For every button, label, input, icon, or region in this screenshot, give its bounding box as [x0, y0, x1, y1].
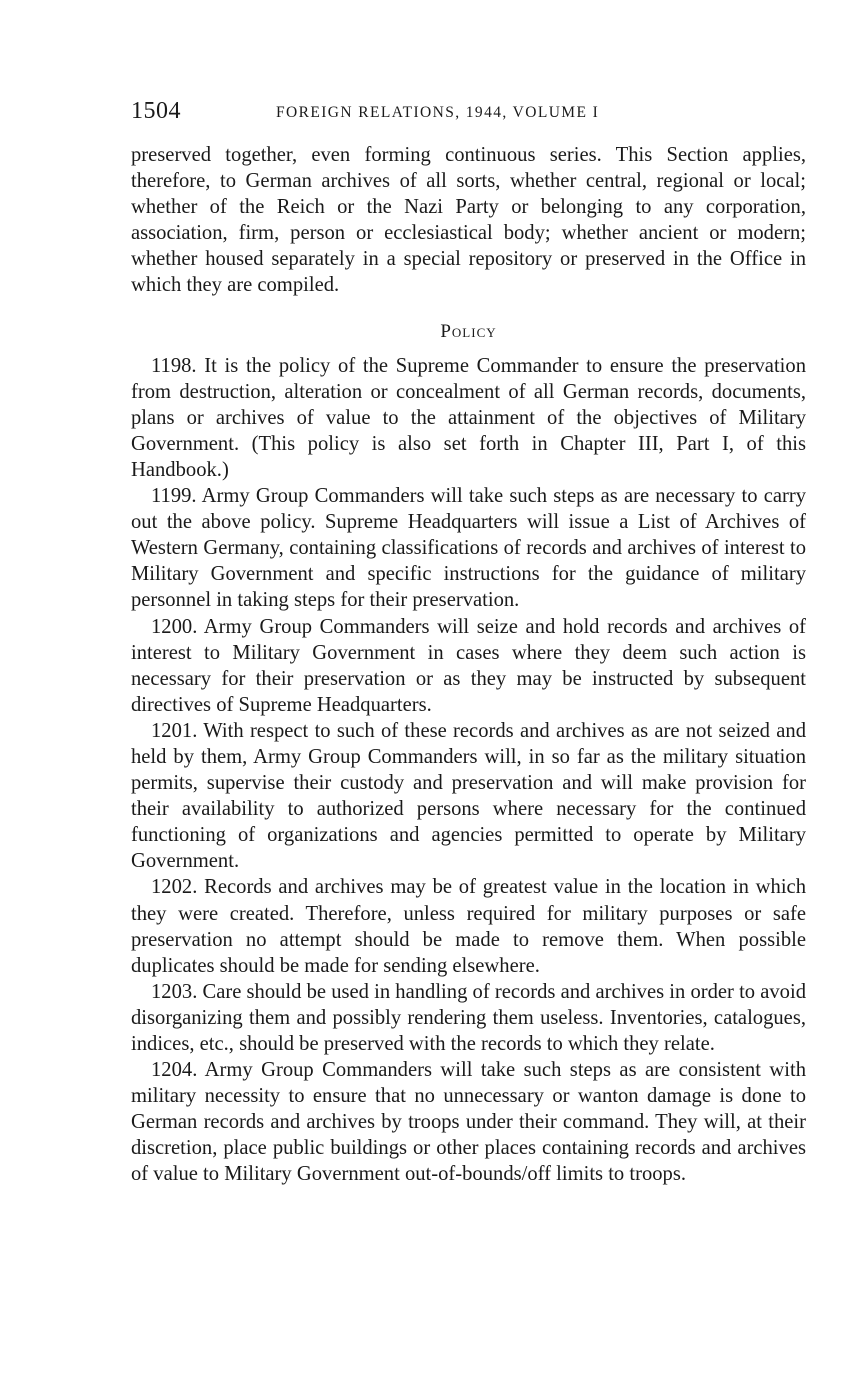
paragraph-1203: 1203. Care should be used in handling of records and archives in order to avoid disorganizing them and possibly rendering them useless. Inventories, catalogues, indices, etc., should be preserved with the records to which they relate.: [131, 980, 806, 1055]
section-heading: Policy: [440, 320, 497, 342]
running-title: FOREIGN RELATIONS, 1944, VOLUME I: [276, 104, 600, 121]
paragraph-1202: 1202. Records and archives may be of greatest value in the location in which they were created. Therefore, unless required for military purposes or safe preservation no attempt should be made to remove them. When possible duplicates should be made for sending elsewhere.: [131, 876, 806, 977]
paragraph-1198: 1198. It is the policy of the Supreme Commander to ensure the preservation from destruction, alteration or concealment of all German records, documents, plans or archives of value to the attainment of the objectives of Military Government. (This policy is also set forth in Chapter III, Part I, of this Handbook.): [131, 354, 806, 481]
paragraph-1199: 1199. Army Group Commanders will take such steps as are necessary to carry out the above policy. Supreme Headquarters will issue a List of Archives of Western Germany, containing classifications of records and archives of interest to Military Government and specific instructions for the guidance of military personnel in taking steps for their preservation.: [131, 485, 806, 612]
intro-paragraph: preserved together, even forming continuous series. This Section applies, therefore, to German archives of all sorts, whether central, regional or local; whether of the Reich or the Nazi Party or belonging to any corporation, association, firm, person or ecclesiastical body; whether ancient or modern; whether housed separately in a special repository or preserved in the Office in which they are compiled.: [131, 144, 806, 297]
document-page: [131, 98, 806, 1188]
paragraph-1200: 1200. Army Group Commanders will seize and hold records and archives of interest to Military Government in cases where they deem such action is necessary for their preservation or as they may be instructed by subsequent directives of Supreme Headquarters.: [131, 615, 806, 716]
running-head: [131, 98, 806, 132]
paragraph-1204: 1204. Army Group Commanders will take such steps as are consistent with military necessity to ensure that no unnecessary or wanton damage is done to German records and archives by troops under their command. They will, at their discretion, place public buildings or other places containing records and archives of value to Military Government out-of-bounds/off limits to troops.: [131, 1059, 806, 1186]
page-number: 1504: [131, 98, 181, 124]
paragraph-1201: 1201. With respect to such of these records and archives as are not seized and held by them, Army Group Commanders will, in so far as the military situation permits, supervise their custody and preservation and will make provision for their availability to authorized persons where necessary for the continued functioning of organizations and agencies permitted to operate by Military Government.: [131, 719, 806, 873]
